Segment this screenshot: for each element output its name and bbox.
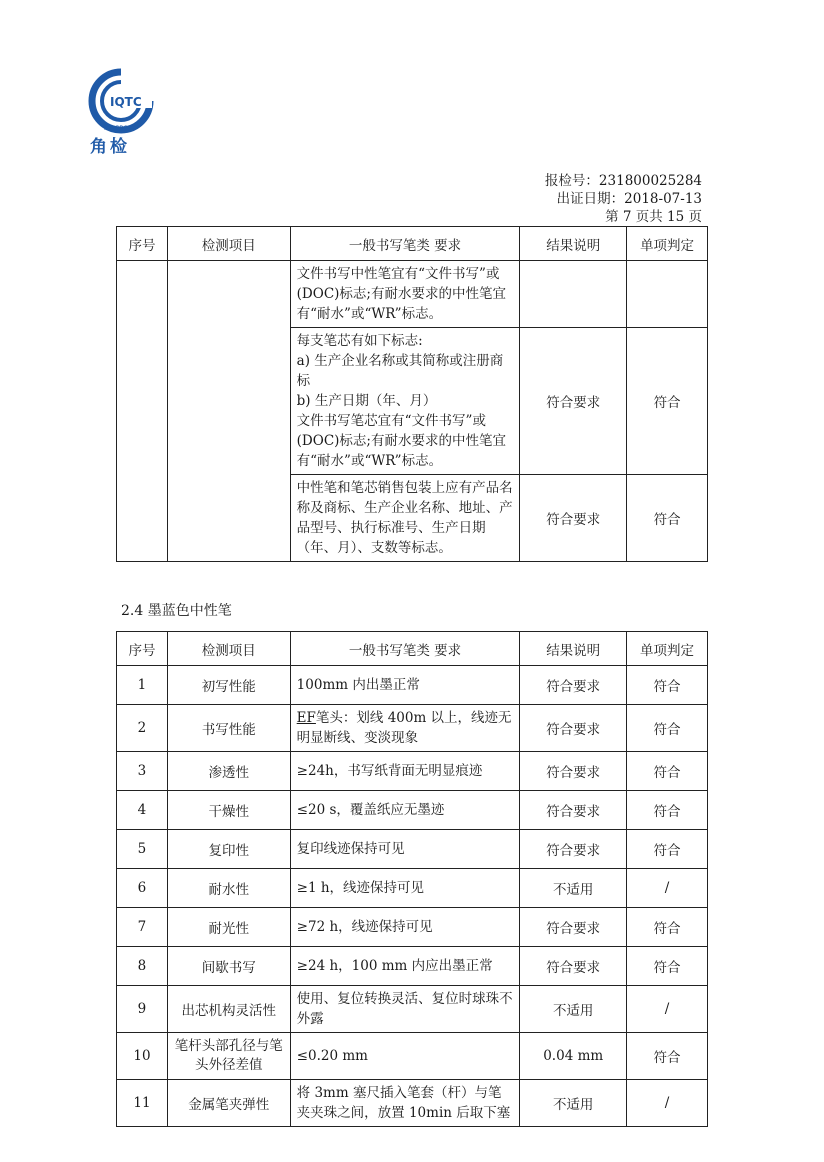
cell-result: 不适用 — [520, 869, 627, 908]
table-row — [117, 791, 708, 830]
cell-no: 5 — [117, 830, 168, 869]
cell-verdict: 符合 — [627, 830, 708, 869]
cell-item: 初写性能 — [167, 666, 290, 705]
cell-verdict: 符合 — [627, 791, 708, 830]
requirement-line: b) 生产日期（年、月） — [296, 393, 437, 409]
cell-no: 7 — [117, 908, 168, 947]
cell-requirement: 100mm 内出墨正常 — [290, 666, 520, 705]
certificate-date: 出证日期：2018-07-13 — [556, 191, 702, 207]
table-row — [117, 1033, 708, 1080]
cell-verdict: / — [627, 986, 708, 1033]
cell-verdict: 符合 — [627, 705, 708, 752]
cell-result: 符合要求 — [520, 947, 627, 986]
cell-requirement: ≥24h，书写纸背面无明显痕迹 — [290, 752, 520, 791]
header-requirement: 一般书写笔类 要求 — [290, 632, 520, 666]
cell-item: 干燥性 — [167, 791, 290, 830]
cell-no: 10 — [117, 1033, 168, 1080]
table-row — [117, 705, 708, 752]
cell-item: 复印性 — [167, 830, 290, 869]
cell-item: 间歇书写 — [167, 947, 290, 986]
cell-verdict: 符合 — [627, 328, 708, 475]
table-row — [117, 869, 708, 908]
header-verdict: 单项判定 — [627, 227, 708, 261]
inspection-table-blue-gel-pen — [116, 631, 708, 1127]
table-row — [117, 908, 708, 947]
cell-no: 1 — [117, 666, 168, 705]
cell-result: 符合要求 — [520, 791, 627, 830]
cell-requirement — [290, 328, 520, 475]
iqtc-logo-icon — [86, 68, 156, 134]
header-requirement: 一般书写笔类 要求 — [290, 227, 520, 261]
requirement-line: 文件书写笔芯宜有“文件书写”或(DOC)标志;有耐水要求的中性笔宜有“耐水”或“WR”标志。 — [296, 413, 506, 469]
cell-no — [117, 261, 168, 562]
table-row — [117, 1080, 708, 1127]
cell-no: 3 — [117, 752, 168, 791]
requirement-text: 笔头：划线 400m 以上，线迹无明显断线、变淡现象 — [296, 710, 512, 746]
cell-result: 符合要求 — [520, 752, 627, 791]
cell-no: 4 — [117, 791, 168, 830]
page-info: 第 7 页共 15 页 — [605, 209, 702, 225]
cell-result: 符合要求 — [520, 830, 627, 869]
cell-no: 2 — [117, 705, 168, 752]
section-title: 2.4 墨蓝色中性笔 — [121, 603, 232, 619]
cell-verdict: 符合 — [627, 908, 708, 947]
table-row — [117, 666, 708, 705]
cell-result: 0.04 mm — [520, 1033, 627, 1080]
cell-result: 符合要求 — [520, 908, 627, 947]
cell-requirement: ≤0.20 mm — [290, 1033, 520, 1080]
requirement-line: 每支笔芯有如下标志: — [296, 333, 423, 349]
cell-verdict: 符合 — [627, 666, 708, 705]
cell-result — [520, 261, 627, 328]
cell-no: 8 — [117, 947, 168, 986]
cell-requirement: 文件书写中性笔宜有“文件书写”或(DOC)标志;有耐水要求的中性笔宜有“耐水”或“WR”标志。 — [290, 261, 520, 328]
report-meta — [545, 172, 702, 226]
cell-result: 符合要求 — [520, 666, 627, 705]
cell-result: 不适用 — [520, 986, 627, 1033]
cell-requirement: ≥72 h，线迹保持可见 — [290, 908, 520, 947]
cell-verdict: 符合 — [627, 475, 708, 562]
ef-prefix: EF — [296, 710, 316, 726]
cell-verdict: / — [627, 1080, 708, 1127]
cell-item: 出芯机构灵活性 — [167, 986, 290, 1033]
cell-verdict: / — [627, 869, 708, 908]
cell-no: 6 — [117, 869, 168, 908]
cell-verdict: 符合 — [627, 1033, 708, 1080]
requirement-line: a) 生产企业名称或其简称或注册商标 — [296, 353, 504, 389]
cell-result: 符合要求 — [520, 705, 627, 752]
cell-requirement: ≥24 h，100 mm 内应出墨正常 — [290, 947, 520, 986]
cell-result: 不适用 — [520, 1080, 627, 1127]
cell-requirement: ≥1 h，线迹保持可见 — [290, 869, 520, 908]
logo-text: 角检 — [90, 137, 130, 157]
cell-requirement: ≤20 s，覆盖纸应无墨迹 — [290, 791, 520, 830]
cell-no: 11 — [117, 1080, 168, 1127]
cell-requirement — [290, 705, 520, 752]
header-no: 序号 — [117, 227, 168, 261]
cell-no: 9 — [117, 986, 168, 1033]
cell-result: 符合要求 — [520, 328, 627, 475]
table-header-row — [117, 632, 708, 666]
table-row — [117, 752, 708, 791]
header-no: 序号 — [117, 632, 168, 666]
cell-item: 渗透性 — [167, 752, 290, 791]
header-item: 检测项目 — [167, 227, 290, 261]
cell-item: 耐水性 — [167, 869, 290, 908]
header-item: 检测项目 — [167, 632, 290, 666]
cell-item: 笔杆头部孔径与笔头外径差值 — [167, 1033, 290, 1080]
cell-requirement: 将 3mm 塞尺插入笔套（杆）与笔夹夹珠之间，放置 10min 后取下塞 — [290, 1080, 520, 1127]
header-verdict: 单项判定 — [627, 632, 708, 666]
logo-mark-text: IQTC — [110, 95, 142, 109]
cell-verdict: 符合 — [627, 947, 708, 986]
cell-item: 金属笔夹弹性 — [167, 1080, 290, 1127]
cell-requirement: 复印线迹保持可见 — [290, 830, 520, 869]
header-result: 结果说明 — [520, 632, 627, 666]
cell-requirement: 使用、复位转换灵活、复位时球珠不外露 — [290, 986, 520, 1033]
logo-sub-text: NINGBO — [104, 125, 129, 132]
report-number: 报检号：231800025284 — [544, 173, 702, 189]
cell-item: 书写性能 — [167, 705, 290, 752]
cell-item: 耐光性 — [167, 908, 290, 947]
inspection-table-continued — [116, 226, 708, 562]
cell-verdict — [627, 261, 708, 328]
cell-requirement: 中性笔和笔芯销售包装上应有产品名称及商标、生产企业名称、地址、产品型号、执行标准号、生产日期（年、月）、支数等标志。 — [290, 475, 520, 562]
table-row — [117, 986, 708, 1033]
table-row — [117, 947, 708, 986]
cell-verdict: 符合 — [627, 752, 708, 791]
table-row — [117, 261, 708, 328]
cell-result: 符合要求 — [520, 475, 627, 562]
table-header-row — [117, 227, 708, 261]
cell-item — [167, 261, 290, 562]
header-result: 结果说明 — [520, 227, 627, 261]
table-row — [117, 830, 708, 869]
